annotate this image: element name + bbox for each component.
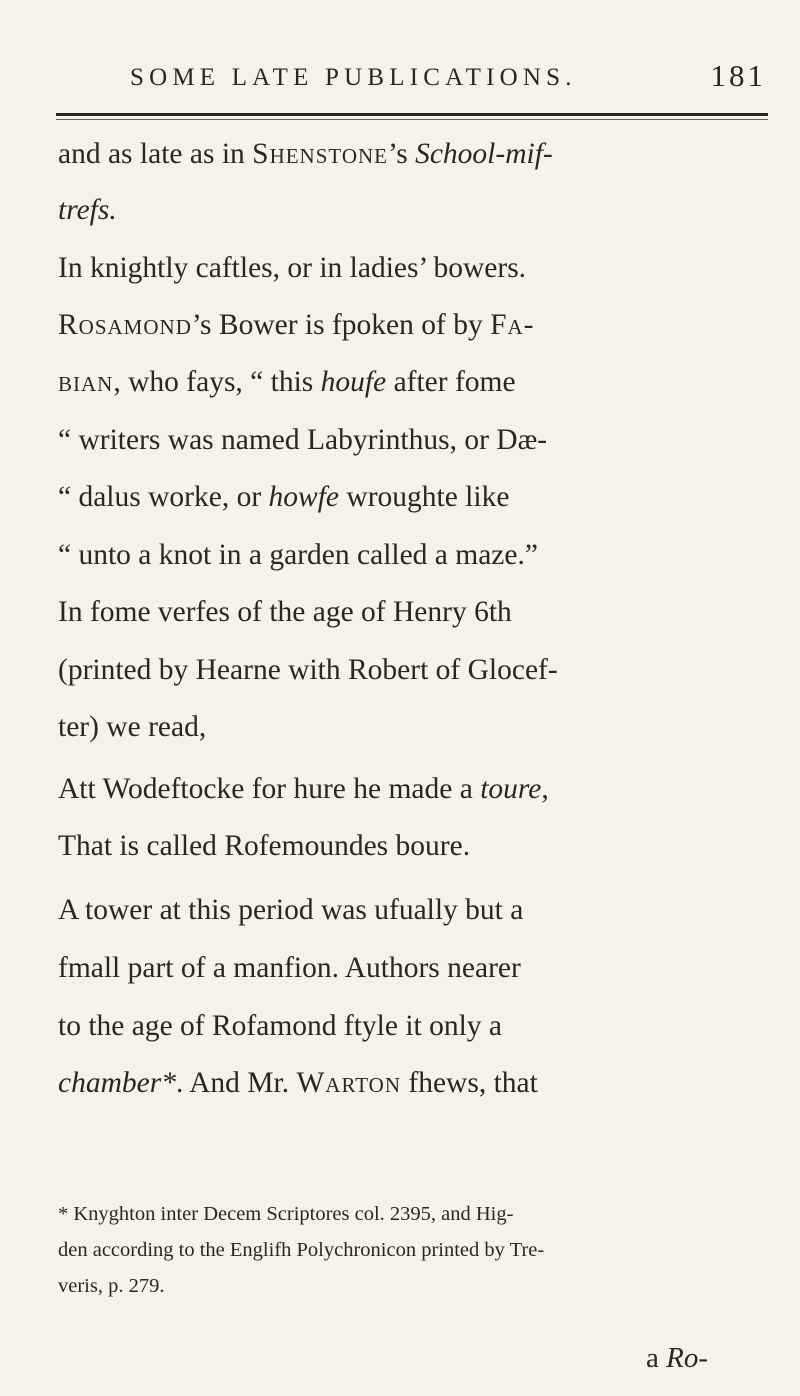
text-run: , who fays, “ this [113, 366, 321, 398]
text-run: Warton [296, 1067, 402, 1099]
footnote-line: den according to the Englifh Polychronicon printed by Tre- [58, 1239, 545, 1261]
text-run: fhews, that [401, 1067, 538, 1099]
text-run: “ unto a knot in a garden called a maze.” [58, 539, 538, 571]
text-run: ’s Bower is fpoken of by [191, 309, 491, 341]
text-run: Att Wodeftocke for hure he made a [58, 773, 481, 805]
text-line [58, 954, 521, 984]
text-run: chamber* [58, 1067, 176, 1099]
text-run: In fome verfes of the age of Henry 6th [58, 596, 512, 628]
text-run: Rosamond [58, 309, 192, 341]
text-line [58, 598, 512, 628]
text-run: ’s [388, 138, 416, 170]
text-run: Shenstone [252, 138, 389, 170]
text-run: toure [480, 773, 542, 805]
text-line [58, 254, 526, 284]
text-run: (printed by Hearne with Robert of Glocef- [58, 654, 558, 686]
text-run: School-mif- [415, 138, 553, 170]
catchword-word: Ro- [666, 1342, 708, 1374]
text-line [58, 775, 549, 805]
text-line [58, 832, 470, 862]
footnote-line: * Knyghton inter Decem Scriptores col. 2395, and Hig- [58, 1203, 514, 1225]
text-line [58, 656, 558, 686]
text-run: and as late as in [58, 138, 253, 170]
text-run: In knightly caftles, or in ladies’ bowers. [58, 252, 527, 284]
catchword [646, 1342, 708, 1375]
footnote-line: veris, p. 279. [58, 1275, 165, 1297]
catchword-word: a [646, 1342, 667, 1374]
text-run: bian [58, 366, 114, 398]
text-run: trefs. [58, 194, 117, 226]
text-run: howfe [268, 481, 340, 513]
text-line [58, 1012, 502, 1042]
text-run: ter) we read, [58, 711, 207, 743]
text-run: Fa- [490, 309, 535, 341]
header-rule [56, 113, 768, 116]
text-line [58, 426, 547, 456]
text-run: to the age of Rofamond ftyle it only a [58, 1010, 503, 1042]
text-run: wroughte like [339, 481, 510, 513]
text-line [58, 896, 523, 926]
text-line [58, 713, 206, 743]
text-line [58, 196, 117, 226]
text-run: A tower at this period was ufually but a [58, 894, 524, 926]
text-run: after fome [386, 366, 516, 398]
text-line [58, 311, 535, 341]
text-line [58, 483, 509, 513]
page-header [130, 58, 770, 102]
text-line [58, 541, 538, 571]
running-title: SOME LATE PUBLICATIONS. [130, 64, 577, 91]
text-run: fmall part of a manfion. Authors nearer [58, 952, 521, 984]
text-run: “ writers was named Labyrinthus, or Dæ- [58, 424, 548, 456]
text-run: “ dalus worke, or [58, 481, 269, 513]
text-run: . And Mr. [175, 1067, 297, 1099]
text-run: That is called Rofemoundes boure. [58, 830, 471, 862]
text-run: houfe [320, 366, 387, 398]
text-line [58, 368, 516, 398]
text-run: , [541, 773, 549, 805]
header-rule-thin [56, 119, 768, 120]
page-number: 181 [710, 58, 766, 93]
text-line [58, 1069, 538, 1099]
text-line [58, 140, 553, 170]
